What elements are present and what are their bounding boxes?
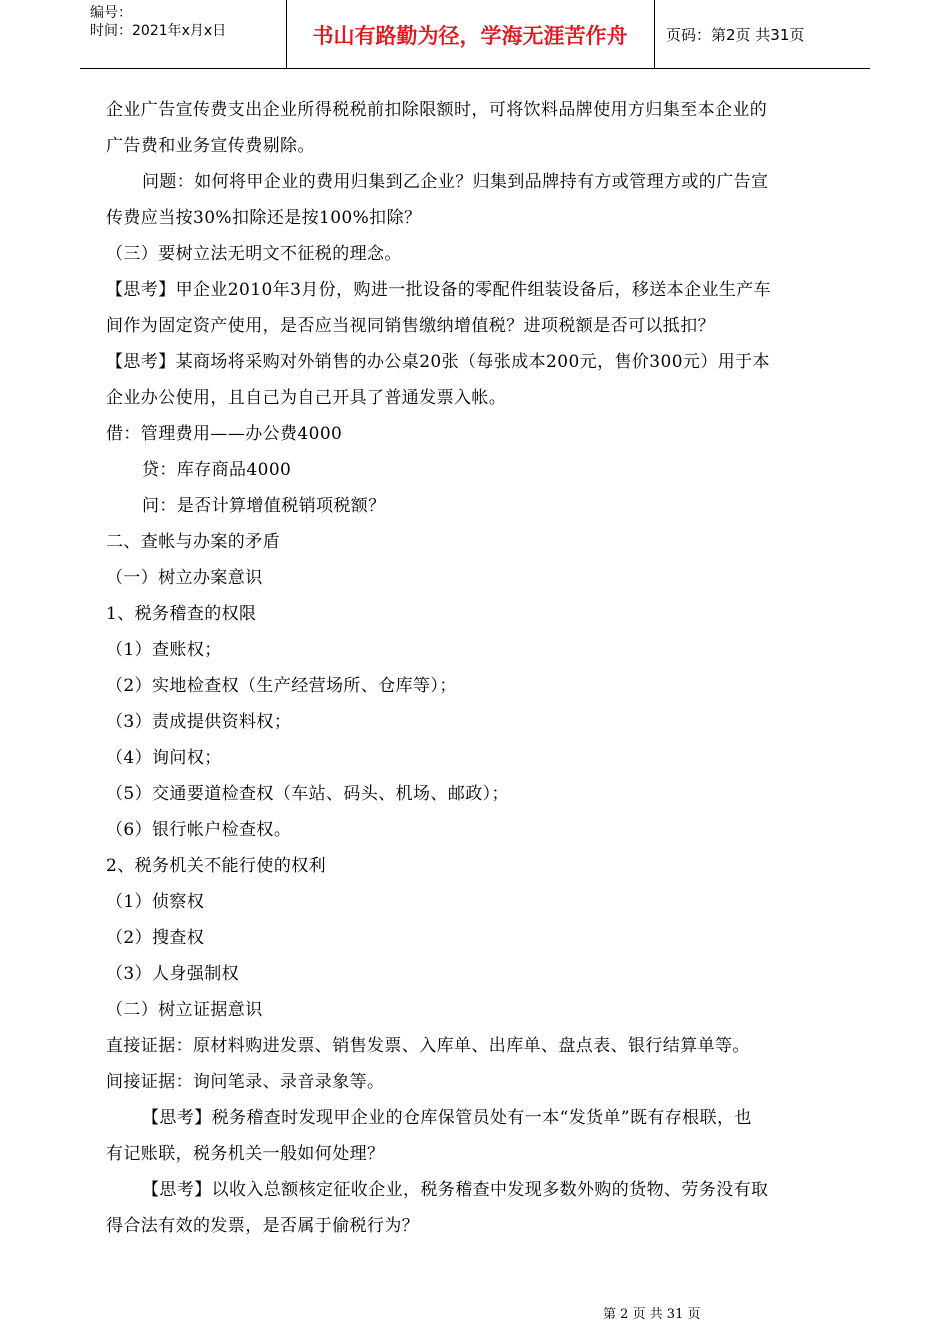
body-line: 广告费和业务宣传费剔除。 — [106, 136, 315, 156]
list-item: （3）责成提供资料权； — [106, 712, 292, 732]
document-body — [106, 92, 850, 1244]
header-motto: 书山有路勤为径，学海无涯苦作舟 — [312, 24, 628, 48]
page-footer: 第 2 页 共 31 页 — [603, 1307, 701, 1322]
body-line: 得合法有效的发票，是否属于偷税行为？ — [106, 1216, 420, 1236]
list-item: （2）实地检查权（生产经营场所、仓库等）； — [106, 676, 457, 696]
body-line: 1、税务稽查的权限 — [106, 604, 257, 624]
body-line: 企业广告宣传费支出企业所得税税前扣除限额时，可将饮料品牌使用方归集至本企业的 — [106, 100, 768, 120]
list-item: （1）查账权； — [106, 640, 222, 660]
header-meta — [90, 4, 226, 40]
body-line: 【思考】税务稽查时发现甲企业的仓库保管员处有一本“发货单”既有存根联，也 — [142, 1108, 752, 1128]
date-label: 时间：2021年x月x日 — [90, 23, 227, 39]
list-item: （6）银行帐户检查权。 — [106, 820, 292, 840]
body-line: 问题：如何将甲企业的费用归集到乙企业？归集到品牌持有方或管理方或的广告宣 — [142, 172, 769, 192]
page-info: 页码：第2页 共31页 — [666, 26, 805, 44]
body-line: 传费应当按30%扣除还是按100%扣除？ — [106, 208, 422, 228]
list-item: （5）交通要道检查权（车站、码头、机场、邮政）； — [106, 784, 509, 804]
section-heading: （一）树立办案意识 — [106, 568, 263, 588]
list-item: （4）询问权； — [106, 748, 222, 768]
body-line: 有记账联，税务机关一般如何处理？ — [106, 1144, 385, 1164]
list-item: （1）侦察权 — [106, 892, 205, 912]
list-item: （2）搜查权 — [106, 928, 205, 948]
body-line: 直接证据：原材料购进发票、销售发票、入库单、出库单、盘点表、银行结算单等。 — [106, 1036, 750, 1056]
body-line: 借：管理费用——办公费4000 — [106, 424, 343, 444]
body-line: 间作为固定资产使用，是否应当视同销售缴纳增值税？进项税额是否可以抵扣？ — [106, 316, 715, 336]
body-line: 【思考】某商场将采购对外销售的办公桌20张（每张成本200元，售价300元）用于本 — [106, 352, 770, 372]
body-line: 2、税务机关不能行使的权利 — [106, 856, 327, 876]
header-divider — [654, 0, 655, 68]
serial-label: 编号： — [90, 5, 132, 21]
section-heading: （二）树立证据意识 — [106, 1000, 263, 1020]
list-item: （3）人身强制权 — [106, 964, 240, 984]
body-line: 企业办公使用，且自己为自己开具了普通发票入帐。 — [106, 388, 507, 408]
body-line: 【思考】甲企业2010年3月份，购进一批设备的零配件组装设备后，移送本企业生产车 — [106, 280, 772, 300]
page-header — [80, 0, 870, 69]
body-line: 间接证据：询问笔录、录音录象等。 — [106, 1072, 385, 1092]
body-line: 贷：库存商品4000 — [142, 460, 292, 480]
section-heading: 二、查帐与办案的矛盾 — [106, 532, 280, 552]
section-heading: （三）要树立法无明文不征税的理念。 — [106, 244, 402, 264]
body-line: 问：是否计算增值税销项税额？ — [142, 496, 386, 516]
body-line: 【思考】以收入总额核定征收企业，税务稽查中发现多数外购的货物、劳务没有取 — [142, 1180, 769, 1200]
